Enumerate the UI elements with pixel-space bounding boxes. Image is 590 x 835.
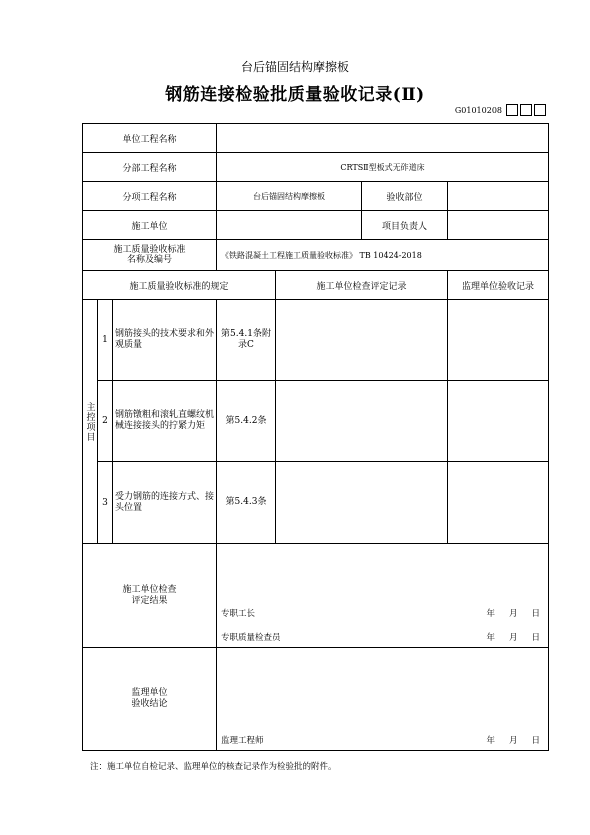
supervisor-sign-row: [219, 734, 546, 746]
item-reference: 第5.4.1条附录C: [217, 300, 276, 381]
foreman-date: [472, 607, 540, 619]
standard-label: [83, 240, 217, 271]
supervisor-date: [472, 734, 540, 746]
row-column-headers: [83, 271, 549, 300]
construction-unit-label: 施工单位: [83, 211, 217, 240]
construction-result-label-line2: 评定结果: [131, 595, 168, 606]
standard-value: 《铁路混凝土工程施工质量验收标准》 TB 10424-2018: [217, 240, 549, 271]
construction-result-label: [83, 544, 217, 648]
unit-project-label: 单位工程名称: [83, 124, 217, 153]
form-code-area: [455, 104, 546, 116]
division-label: 分部工程名称: [83, 153, 217, 182]
supervision-label: [83, 648, 217, 751]
item-supervision-record[interactable]: [448, 300, 549, 381]
standard-label-line1: 施工质量验收标准: [113, 245, 186, 255]
subitem-label: 分项工程名称: [83, 182, 217, 211]
subitem-value[interactable]: 台后锚固结构摩擦板: [217, 182, 362, 211]
inspection-form-table: [82, 123, 549, 751]
row-unit-project: [83, 124, 549, 153]
division-value[interactable]: CRTSⅡ型板式无砟道床: [217, 153, 549, 182]
date-day: 日: [531, 633, 540, 643]
date-year: 年: [486, 736, 495, 746]
construction-result-area[interactable]: [217, 544, 549, 648]
date-year: 年: [486, 633, 495, 643]
date-day: 日: [531, 609, 540, 619]
qc-inspector-date: [472, 631, 540, 643]
form-code: G01010208: [454, 105, 502, 115]
col-supervision-record-header: 监理单位验收记录: [448, 271, 549, 300]
item-number: 1: [98, 300, 113, 381]
item-number: 2: [98, 381, 113, 462]
item-reference: 第5.4.2条: [217, 381, 276, 462]
item-requirement: 钢筋镦粗和滚轧直螺纹机械连接接头的拧紧力矩: [113, 381, 217, 462]
main-control-label: 主控项目: [83, 300, 98, 544]
table-row: [83, 381, 549, 462]
table-row: [83, 300, 549, 381]
inspection-part-value[interactable]: [448, 182, 549, 211]
item-construction-record[interactable]: [276, 462, 448, 544]
item-construction-record[interactable]: [276, 381, 448, 462]
row-construction-result: [83, 544, 549, 648]
item-supervision-record[interactable]: [448, 462, 549, 544]
code-box-2[interactable]: [520, 104, 532, 116]
supervisor-label: 监理工程师: [221, 736, 264, 746]
supervision-label-line2: 验收结论: [131, 699, 168, 709]
item-requirement: 受力钢筋的连接方式、接头位置: [113, 462, 217, 544]
row-construction-unit: [83, 211, 549, 240]
inspection-part-label: 验收部位: [362, 182, 448, 211]
supervision-result-area[interactable]: [217, 648, 549, 751]
col-standard-header: 施工质量验收标准的规定: [83, 271, 276, 300]
item-construction-record[interactable]: [276, 300, 448, 381]
date-day: 日: [531, 736, 540, 746]
date-month: 月: [508, 609, 518, 619]
date-year: 年: [486, 609, 495, 619]
foreman-label: 专职工长: [221, 609, 256, 619]
form-title: 钢筋连接检验批质量验收记录(Ⅱ): [165, 85, 425, 105]
row-supervision-result: [83, 648, 549, 751]
form-footnote: 注：施工单位自检记录、监理单位的核查记录作为检验批的附件。: [90, 762, 337, 772]
code-box-3[interactable]: [534, 104, 546, 116]
row-subitem: [83, 182, 549, 211]
construction-result-label-line1: 施工单位检查: [122, 584, 177, 595]
project-manager-label: 项目负责人: [362, 211, 448, 240]
date-month: 月: [508, 633, 518, 643]
code-box-1[interactable]: [506, 104, 518, 116]
supervision-label-line1: 监理单位: [131, 688, 168, 698]
construction-unit-value[interactable]: [217, 211, 362, 240]
col-construction-record-header: 施工单位检查评定记录: [276, 271, 448, 300]
standard-label-line2: 名称及编号: [126, 255, 172, 265]
project-manager-value[interactable]: [448, 211, 549, 240]
item-number: 3: [98, 462, 113, 544]
item-requirement: 钢筋接头的技术要求和外观质量: [113, 300, 217, 381]
qc-inspector-sign-row: [219, 631, 546, 643]
date-month: 月: [508, 736, 518, 746]
foreman-sign-row: [219, 607, 546, 619]
row-standard: [83, 240, 549, 271]
qc-inspector-label: 专职质量检查员: [221, 633, 281, 643]
unit-project-value[interactable]: [217, 124, 549, 153]
item-reference: 第5.4.3条: [217, 462, 276, 544]
table-row: [83, 462, 549, 544]
form-subtitle: 台后锚固结构摩擦板: [240, 60, 349, 74]
item-supervision-record[interactable]: [448, 381, 549, 462]
row-division: [83, 153, 549, 182]
